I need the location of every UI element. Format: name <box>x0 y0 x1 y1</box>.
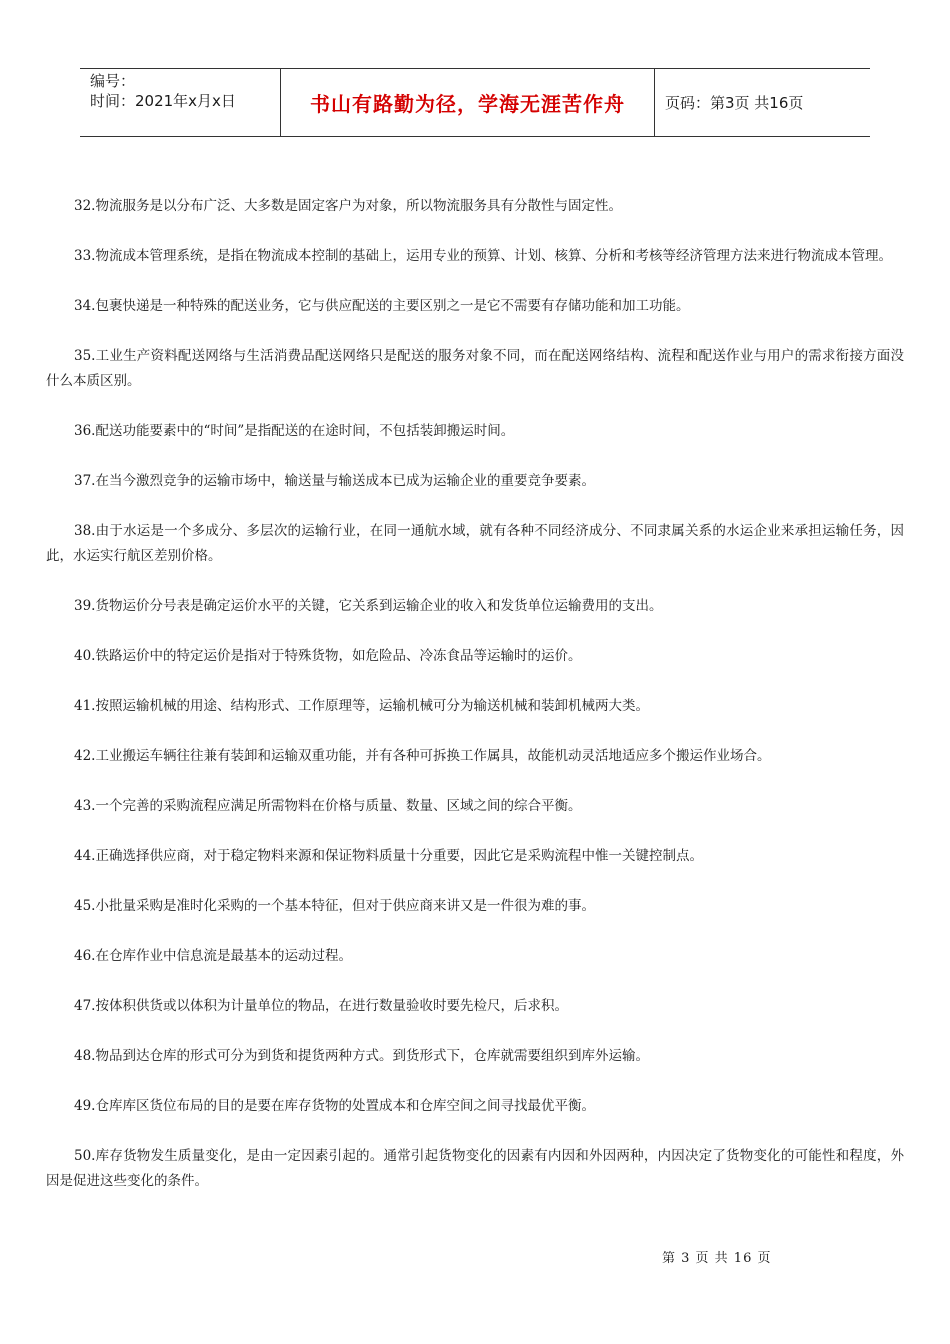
statement-item: 32.物流服务是以分布广泛、大多数是固定客户为对象，所以物流服务具有分散性与固定性。 <box>74 198 622 214</box>
statement-item: 36.配送功能要素中的“时间”是指配送的在途时间，不包括装卸搬运时间。 <box>74 423 515 439</box>
statement-item: 35.工业生产资料配送网络与生活消费品配送网络只是配送的服务对象不同，而在配送网络结构、流程和配送作业与用户的需求衔接方面没什么本质区别。 <box>46 348 904 389</box>
statement-item: 37.在当今激烈竞争的运输市场中，输送量与输送成本已成为运输企业的重要竞争要素。 <box>74 473 595 489</box>
document-date-label: 时间：2021年x月x日 <box>90 92 236 110</box>
statement-item: 34.包裹快递是一种特殊的配送业务，它与供应配送的主要区别之一是它不需要有存储功能和加工功能。 <box>74 298 690 314</box>
document-number-label: 编号： <box>90 72 136 90</box>
statement-item: 39.货物运价分号表是确定运价水平的关键，它关系到运输企业的收入和发货单位运输费用的支出。 <box>74 598 663 614</box>
statement-item: 33.物流成本管理系统，是指在物流成本控制的基础上，运用专业的预算、计划、核算、分析和考核等经济管理方法来进行物流成本管理。 <box>74 248 892 264</box>
document-body <box>46 194 904 1219</box>
statement-item: 48.物品到达仓库的形式可分为到货和提货两种方式。到货形式下，仓库就需要组织到库外运输。 <box>74 1048 649 1064</box>
header-page-cell <box>655 69 870 136</box>
statement-item: 47.按体积供货或以体积为计量单位的物品，在进行数量验收时要先检尺，后求积。 <box>74 998 568 1014</box>
statement-item: 46.在仓库作业中信息流是最基本的运动过程。 <box>74 948 352 964</box>
header-motto-cell <box>281 69 655 136</box>
header-meta <box>80 69 281 136</box>
statement-item: 41.按照运输机械的用途、结构形式、工作原理等，运输机械可分为输送机械和装卸机械两大类。 <box>74 698 649 714</box>
page-header <box>80 68 870 137</box>
statement-item: 50.库存货物发生质量变化，是由一定因素引起的。通常引起货物变化的因素有内因和外因两种，内因决定了货物变化的可能性和程度，外因是促进这些变化的条件。 <box>46 1148 904 1189</box>
page-footer: 第 3 页 共 16 页 <box>662 1251 772 1266</box>
header-motto: 书山有路勤为径，学海无涯苦作舟 <box>310 92 625 116</box>
statement-item: 49.仓库库区货位布局的目的是要在库存货物的处置成本和仓库空间之间寻找最优平衡。 <box>74 1098 595 1114</box>
statement-item: 44.正确选择供应商，对于稳定物料来源和保证物料质量十分重要，因此它是采购流程中惟一关键控制点。 <box>74 848 703 864</box>
statement-item: 40.铁路运价中的特定运价是指对于特殊货物，如危险品、冷冻食品等运输时的运价。 <box>74 648 582 664</box>
statement-item: 42.工业搬运车辆往往兼有装卸和运输双重功能，并有各种可拆换工作属具，故能机动灵活地适应多个搬运作业场合。 <box>74 748 771 764</box>
statement-item: 38.由于水运是一个多成分、多层次的运输行业，在同一通航水域，就有各种不同经济成分、不同隶属关系的水运企业来承担运输任务，因此，水运实行航区差别价格。 <box>46 523 904 564</box>
statement-item: 45.小批量采购是准时化采购的一个基本特征，但对于供应商来讲又是一件很为难的事。 <box>74 898 595 914</box>
statement-item: 43.一个完善的采购流程应满足所需物料在价格与质量、数量、区域之间的综合平衡。 <box>74 798 582 814</box>
header-page-info: 页码：第3页 共16页 <box>665 94 804 112</box>
